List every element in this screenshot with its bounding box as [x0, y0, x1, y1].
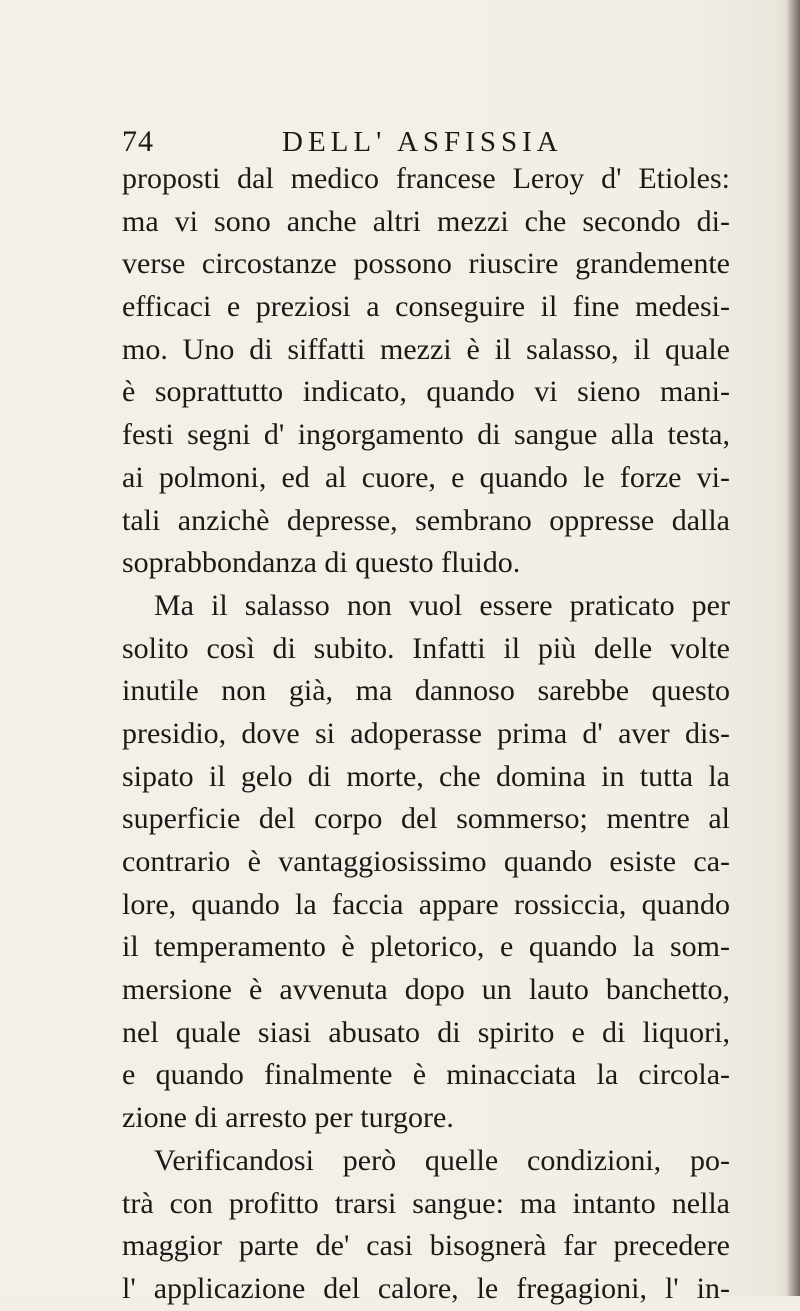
text-line: ma vi sono anche altri mezzi che secondo di-	[122, 204, 730, 238]
text-line: l' applicazione del calore, le fregagioni, l' in-	[122, 1271, 730, 1305]
text-line: mo. Uno di siffatti mezzi è il salasso, il quale	[122, 332, 730, 366]
chapter-title: DELL' ASFISSIA	[282, 126, 563, 158]
text-line: contrario è vantaggiosissimo quando esiste ca-	[122, 845, 730, 878]
text-line: lore, quando la faccia appare rossiccia, quando	[122, 887, 730, 921]
text-line: nel quale siasi abusato di spirito e di liquori,	[122, 1015, 730, 1049]
text-line: superficie del corpo del sommerso; mentre al	[122, 802, 730, 836]
paragraph-start-line: Ma il salasso non vuol essere praticato per	[154, 588, 730, 622]
text-line: efficaci e preziosi a conseguire il fine medesi-	[122, 290, 730, 324]
paragraph-end-line: soprabbondanza di questo fluido.	[122, 546, 521, 580]
text-line: festi segni d' ingorgamento di sangue alla testa,	[122, 418, 730, 452]
text-line: inutile non già, ma dannoso sarebbe questo	[122, 674, 730, 708]
text-line: maggior parte de' casi bisognerà far precedere	[122, 1229, 730, 1263]
paragraph-end-line: zione di arresto per turgore.	[122, 1101, 454, 1135]
text-line: sipato il gelo di morte, che domina in tutta la	[122, 759, 730, 793]
text-line: trà con profitto trarsi sangue: ma intanto nella	[122, 1186, 730, 1220]
text-line: ai polmoni, ed al cuore, e quando le forze vi-	[122, 460, 730, 494]
text-line: verse circostanze possono riuscire grandemente	[122, 247, 730, 281]
paragraph-start-line: Verificandosi però quelle condizioni, po-	[154, 1143, 730, 1177]
body-text	[122, 158, 730, 1311]
text-line: presidio, dove si adoperasse prima d' aver dis-	[122, 716, 730, 750]
text-line: il temperamento è pletorico, e quando la som-	[122, 930, 730, 964]
text-line: solito così di subito. Infatti il più delle volte	[122, 631, 730, 665]
text-line: e quando finalmente è minacciata la circola-	[122, 1058, 730, 1092]
text-line: mersione è avvenuta dopo un lauto banchetto,	[122, 973, 730, 1007]
running-head	[122, 122, 682, 162]
page-number: 74	[122, 125, 154, 158]
text-line: proposti dal medico francese Leroy d' Etioles:	[122, 162, 730, 195]
text-line: è soprattutto indicato, quando vi sieno mani-	[122, 375, 730, 409]
page-binding-edge	[786, 0, 800, 1296]
text-line: tali anzichè depresse, sembrano oppresse dalla	[122, 503, 730, 537]
